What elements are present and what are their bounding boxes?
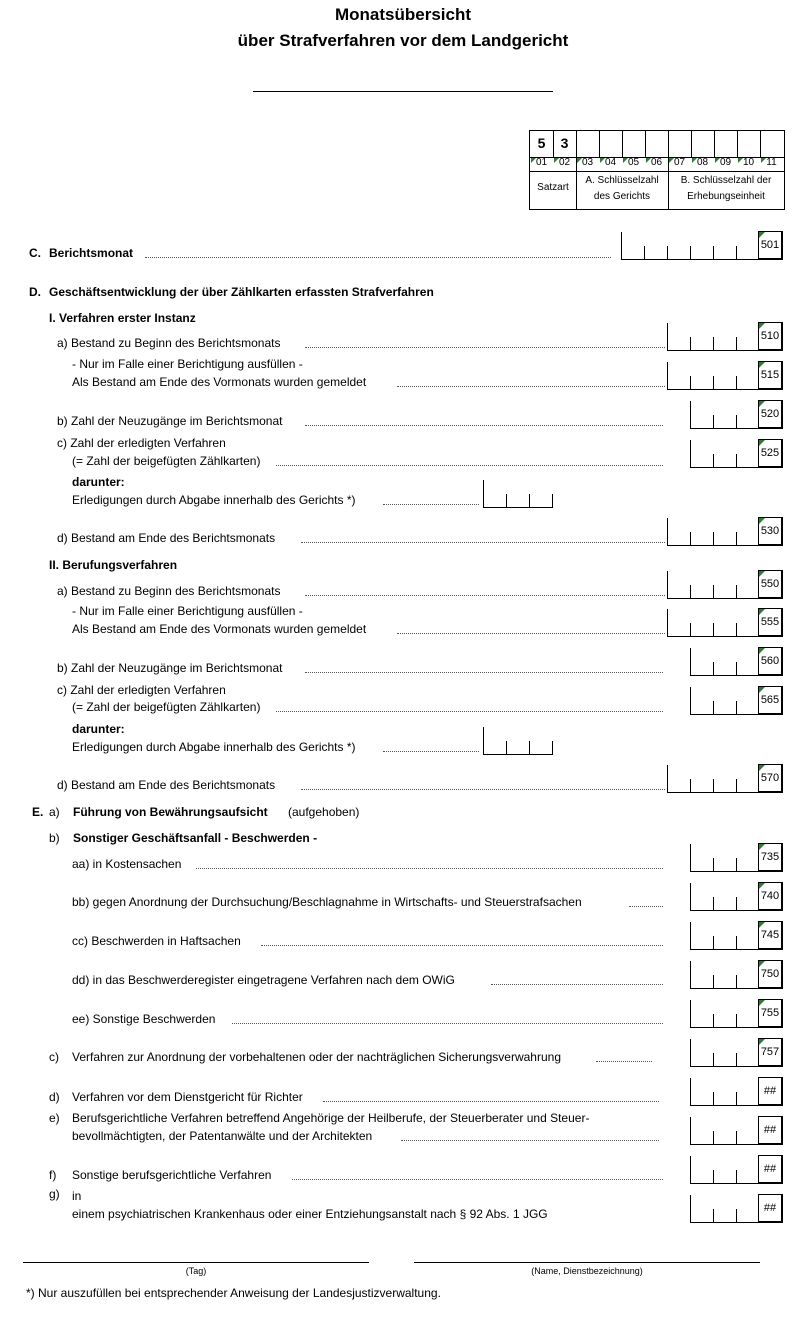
code-f: ## [758,1155,783,1184]
e-c-label: Verfahren zur Anordnung der vorbehaltenen oder der nachträglichen Sicherungsverwahrung [72,1050,561,1064]
section-d-title: Geschäftsentwicklung der über Zählkarten erfassten Strafverfahren [49,285,434,299]
e-b-letter: b) [49,831,60,845]
footnote: *) Nur auszufüllen bei entsprechender Anweisung der Landesjustizverwaltung. [26,1286,441,1300]
position-number: 06 [650,157,663,168]
position-number: 10 [742,157,755,168]
date-line [23,1262,369,1263]
e-g-label-1: in [72,1189,82,1203]
p2-erledigungen-label: Erledigungen durch Abgabe innerhalb des Gerichts *) [72,740,356,754]
p1-c-label-2: (= Zahl der beigefügten Zählkarten) [72,454,261,468]
code-d: ## [758,1077,783,1106]
p2-a-label: a) Bestand zu Beginn des Berichtsmonats [57,584,281,598]
code-555: 555 [758,608,783,637]
code-550: 550 [758,570,783,599]
p2-note-field[interactable] [667,609,783,637]
e-a-note: (aufgehoben) [288,805,360,819]
e-g-letter: g) [49,1187,60,1201]
code-520: 520 [758,400,783,429]
e-e-label-2: bevollmächtigten, der Patentanwälte und der Architekten [72,1129,373,1143]
e-c-letter: c) [49,1050,59,1064]
code-501: 501 [758,231,783,260]
position-number: 03 [581,157,594,168]
position-number: 11 [766,157,777,168]
code-525: 525 [758,439,783,468]
p1-c-label-1: c) Zahl der erledigten Verfahren [57,436,226,450]
p1-note-field[interactable] [667,362,783,390]
position-number: 02 [558,157,571,168]
p1-note2: Als Bestand am Ende des Vormonats wurden gemeldet [72,375,367,389]
signature-line [414,1262,760,1263]
p2-d-field[interactable] [667,765,783,793]
p1-erledigungen-label: Erledigungen durch Abgabe innerhalb des Gerichts *) [72,493,356,507]
e-a-title: Führung von Bewährungsaufsicht [73,805,268,819]
p2-b-label: b) Zahl der Neuzugänge im Berichtsmonat [57,661,283,675]
p1-b-label: b) Zahl der Neuzugänge im Berichtsmonat [57,414,283,428]
schluessel-b-caption-1: B. Schlüsselzahl der [680,175,772,186]
p2-c-label-2: (= Zahl der beigefügten Zählkarten) [72,700,261,714]
e-f-field[interactable] [690,1156,783,1184]
code-560: 560 [758,647,783,676]
p1-b-field[interactable] [690,401,783,429]
code-510: 510 [758,322,783,351]
position-number: 05 [627,157,640,168]
position-number: 08 [696,157,709,168]
code-750: 750 [758,960,783,989]
p2-note2: Als Bestand am Ende des Vormonats wurden gemeldet [72,622,367,636]
code-740: 740 [758,882,783,911]
section-c-letter: C. [29,246,41,260]
e-e-letter: e) [49,1111,60,1125]
e-d-field[interactable] [690,1078,783,1106]
name-caption: (Name, Dienstbezeichnung) [531,1266,643,1276]
p1-erledigungen-field[interactable] [483,480,553,508]
code-e: ## [758,1116,783,1145]
e-e-label-1: Berufsgerichtliche Verfahren betreffend Angehörige der Heilberufe, der Steuerberater und Steuer- [72,1111,590,1125]
satzart-digit-2: 3 [560,135,569,151]
p1-note1: - Nur im Falle einer Berichtigung ausfüllen - [72,357,303,371]
e-bb-field[interactable] [690,883,783,911]
p2-c-field[interactable] [690,687,783,715]
e-g-label-2: einem psychiatrischen Krankenhaus oder einer Entziehungsanstalt nach § 92 Abs. 1 JGG [72,1207,548,1221]
page-title: Monatsübersicht [334,5,472,24]
p1-darunter: darunter: [72,475,125,489]
code-515: 515 [758,361,783,390]
e-c-field[interactable] [690,1039,783,1067]
berichtsmonat-label: Berichtsmonat [49,246,134,260]
e-dd-label: dd) in das Beschwerderegister eingetragene Verfahren nach dem OWiG [72,973,455,987]
tag-caption: (Tag) [185,1266,207,1276]
code-530: 530 [758,517,783,546]
section-d-letter: D. [29,285,41,299]
p2-b-field[interactable] [690,648,783,676]
title-underline [253,91,553,92]
satzart-caption: Satzart [537,182,569,193]
e-f-label: Sonstige berufsgerichtliche Verfahren [72,1168,272,1182]
code-g: ## [758,1194,783,1223]
code-757: 757 [758,1038,783,1067]
schluessel-a-caption-1: A. Schlüsselzahl [585,175,659,186]
code-745: 745 [758,921,783,950]
code-570: 570 [758,764,783,793]
schluessel-b-caption-2: Erhebungseinheit [687,191,765,202]
key-header-table [529,130,785,210]
p2-a-field[interactable] [667,571,783,599]
e-ee-field[interactable] [690,1000,783,1028]
code-735: 735 [758,843,783,872]
e-dd-field[interactable] [690,961,783,989]
e-bb-label: bb) gegen Anordnung der Durchsuchung/Beschlagnahme in Wirtschafts- und Steuerstrafsachen [72,895,582,909]
e-aa-field[interactable] [690,844,783,872]
p1-d-field[interactable] [667,518,783,546]
e-ee-label: ee) Sonstige Beschwerden [72,1012,216,1026]
p1-d-label: d) Bestand am Ende des Berichtsmonats [57,531,276,545]
e-a-letter: a) [49,805,60,819]
e-e-field[interactable] [690,1117,783,1145]
p2-note1: - Nur im Falle einer Berichtigung ausfüllen - [72,604,303,618]
section-e-letter: E. [32,805,44,819]
p2-darunter: darunter: [72,722,125,736]
part2-title: II. Berufungsverfahren [49,558,178,572]
p2-c-label-1: c) Zahl der erledigten Verfahren [57,683,226,697]
p1-a-label: a) Bestand zu Beginn des Berichtsmonats [57,336,281,350]
p1-a-field[interactable] [667,323,783,351]
e-d-letter: d) [49,1090,60,1104]
page-subtitle: über Strafverfahren vor dem Landgericht [237,31,569,50]
e-aa-label: aa) in Kostensachen [72,857,182,871]
e-b-title: Sonstiger Geschäftsanfall - Beschwerden - [73,831,318,845]
e-d-label: Verfahren vor dem Dienstgericht für Richter [72,1090,303,1104]
p1-c-field[interactable] [690,440,783,468]
position-number: 09 [719,157,732,168]
satzart-digit-1: 5 [537,135,546,151]
code-755: 755 [758,999,783,1028]
p2-d-label: d) Bestand am Ende des Berichtsmonats [57,778,276,792]
part1-title: I. Verfahren erster Instanz [49,311,196,325]
e-f-letter: f) [49,1168,57,1182]
schluessel-a-caption-2: des Gerichts [593,191,651,202]
e-cc-label: cc) Beschwerden in Haftsachen [72,934,241,948]
code-565: 565 [758,686,783,715]
e-cc-field[interactable] [690,922,783,950]
e-g-field[interactable] [690,1195,783,1223]
position-number: 04 [604,157,617,168]
position-number: 01 [535,157,548,168]
berichtsmonat-field[interactable] [621,232,783,260]
position-number: 07 [673,157,686,168]
p2-erledigungen-field[interactable] [483,727,553,755]
